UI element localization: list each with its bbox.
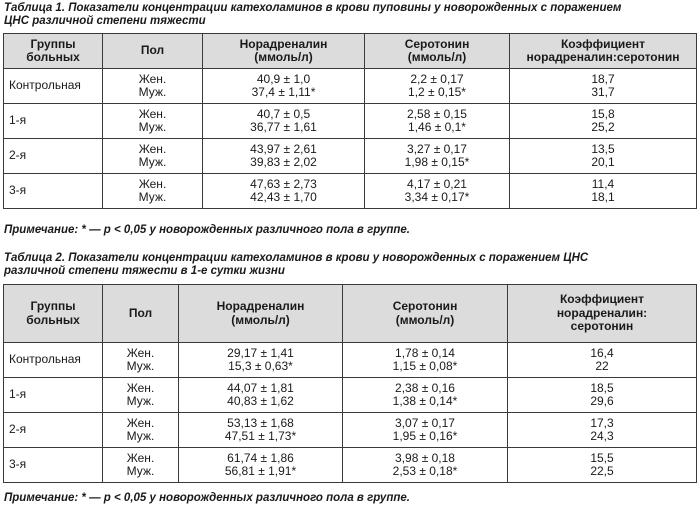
table2-header-norad-l1: Норадреналин [216, 299, 305, 313]
table1-header-coef-l2: норадреналин:серотонин [526, 50, 680, 64]
table1-header-coef-l1: Коэффициент [560, 36, 646, 51]
table1-header-sero-l1: Серотонин [404, 36, 470, 51]
table1-caption-line2: ЦНС различной степени тяжести [4, 15, 206, 27]
sero-cell [365, 139, 510, 174]
table1-header-coef [510, 34, 697, 69]
sex-cell [103, 139, 203, 174]
coef-cell [510, 139, 697, 174]
sero-female: 2,38 ± 0,16 [395, 380, 455, 395]
table2-header-group-l1: Группы [30, 299, 76, 313]
sex-female: Жен. [138, 71, 167, 86]
table1-caption-line1: Таблица 1. Показатели концентрации катехоламинов в крови пуповины у новорожденных с поражением [4, 2, 622, 14]
sero-male: 1,2 ± 0,15* [408, 85, 466, 99]
sex-cell [103, 174, 203, 209]
norad-male: 15,3 ± 0,63* [228, 359, 293, 373]
table2-header-sero-l1: Серотонин [392, 299, 458, 313]
coef-cell [508, 378, 697, 413]
sex-female: Жен. [126, 450, 155, 465]
norad-male: 40,83 ± 1,62 [227, 394, 294, 408]
group-cell: 3-я [4, 448, 103, 483]
table2-header-sero-l2: (ммоль/л) [395, 312, 455, 327]
sero-male: 1,15 ± 0,08* [392, 359, 458, 373]
group-cell: 2-я [4, 413, 103, 448]
coef-female: 16,4 [590, 345, 614, 360]
coef-female: 17,3 [590, 415, 614, 430]
table1-header-norad-l1: Норадреналин [239, 36, 328, 51]
norad-female: 47,63 ± 2,73 [250, 176, 317, 191]
sero-cell [365, 104, 510, 139]
table2-header-coef-l1: Коэффициент [559, 292, 645, 307]
sex-male: Муж. [138, 155, 167, 169]
table1-header-sex-l1: Пол [140, 43, 165, 58]
sero-female: 3,07 ± 0,17 [395, 415, 455, 430]
coef-female: 15,5 [590, 450, 614, 465]
table2-caption-line2: различной степени тяжести в 1-е сутки жизни [4, 265, 285, 277]
group-cell: Контрольная [4, 69, 103, 104]
sero-cell [343, 448, 508, 483]
norad-female: 40,7 ± 0,5 [256, 106, 311, 121]
sex-female: Жен. [126, 415, 155, 430]
table2-header-coef-l3: серотонин [570, 319, 634, 334]
group-cell: Контрольная [4, 343, 103, 378]
norad-female: 43,97 ± 2,61 [250, 141, 317, 156]
table2-header-coef-l2: норадреналин: [556, 305, 648, 320]
sero-female: 2,2 ± 0,17 [410, 71, 464, 86]
norad-cell [203, 174, 365, 209]
table2-caption-line1: Таблица 2. Показатели концентрации катехоламинов в крови у новорожденных с поражением ЦНС [4, 252, 589, 264]
sero-male: 3,34 ± 0,17* [404, 190, 470, 204]
sex-cell [103, 69, 203, 104]
coef-male: 24,3 [590, 429, 614, 443]
table1-note: Примечание: * — p < 0,05 у новорожденных различного пола в группе. [4, 224, 410, 236]
norad-female: 53,13 ± 1,68 [227, 415, 294, 430]
sero-female: 1,78 ± 0,14 [395, 345, 455, 360]
norad-female: 29,17 ± 1,41 [227, 345, 294, 360]
table1-header-norad-l2: (ммоль/л) [254, 50, 313, 64]
norad-female: 61,74 ± 1,86 [227, 450, 294, 465]
sex-male: Муж. [138, 190, 167, 204]
table-row [4, 139, 697, 174]
norad-male: 36,77 ± 1,61 [250, 120, 317, 134]
coef-male: 31,7 [591, 85, 615, 99]
table1-header-sero [365, 34, 510, 69]
table1-header-row [4, 34, 697, 69]
norad-cell [179, 343, 343, 378]
sero-female: 3,27 ± 0,17 [407, 141, 467, 156]
table2-header-row [4, 285, 697, 343]
norad-male: 56,81 ± 1,91* [224, 464, 297, 478]
coef-male: 22,5 [590, 464, 614, 478]
sex-female: Жен. [126, 380, 155, 395]
coef-female: 15,8 [591, 106, 615, 121]
table1-header-sero-l2: (ммоль/л) [407, 50, 467, 64]
sero-female: 2,58 ± 0,15 [407, 106, 467, 121]
norad-female: 44,07 ± 1,81 [227, 380, 294, 395]
sex-male: Муж. [126, 359, 155, 373]
norad-male: 42,43 ± 1,70 [250, 190, 317, 204]
coef-cell [510, 104, 697, 139]
sex-male: Муж. [126, 429, 155, 443]
table1-header-group-l2: больных [26, 50, 80, 64]
coef-male: 18,1 [591, 190, 615, 204]
sero-female: 4,17 ± 0,21 [407, 176, 467, 191]
sero-male: 2,53 ± 0,18* [392, 464, 458, 478]
table-row [4, 343, 697, 378]
table2 [3, 284, 697, 483]
coef-female: 18,5 [590, 380, 614, 395]
sex-cell [103, 378, 179, 413]
table2-header-norad [179, 285, 343, 343]
sero-female: 3,98 ± 0,18 [395, 450, 455, 465]
table1-header-group-l1: Группы [30, 36, 76, 51]
coef-male: 22 [595, 359, 609, 373]
table-row [4, 69, 697, 104]
table1 [3, 33, 697, 209]
sex-male: Муж. [126, 394, 155, 408]
table2-header-norad-l2: (ммоль/л) [231, 312, 290, 327]
group-cell: 1-я [4, 378, 103, 413]
sex-female: Жен. [138, 141, 167, 156]
sero-cell [365, 69, 510, 104]
table2-header-sero [343, 285, 508, 343]
sex-female: Жен. [138, 176, 167, 191]
norad-cell [203, 139, 365, 174]
table-row [4, 413, 697, 448]
table2-note: Примечание: * — p < 0,05 у новорожденных различного пола в группе. [4, 492, 410, 504]
table-row [4, 378, 697, 413]
sero-cell [343, 413, 508, 448]
group-cell: 1-я [4, 104, 103, 139]
coef-cell [508, 448, 697, 483]
norad-male: 39,83 ± 2,02 [250, 155, 317, 169]
sex-male: Муж. [126, 464, 155, 478]
sero-cell [343, 343, 508, 378]
table2-header-group-l2: больных [26, 312, 80, 327]
norad-cell [179, 448, 343, 483]
group-cell: 3-я [4, 174, 103, 209]
coef-cell [510, 69, 697, 104]
table2-header-sex [103, 285, 179, 343]
coef-cell [508, 343, 697, 378]
norad-cell [179, 378, 343, 413]
table-row [4, 174, 697, 209]
sero-male: 1,38 ± 0,14* [392, 394, 458, 408]
sex-cell [103, 343, 179, 378]
norad-cell [179, 413, 343, 448]
table1-caption [4, 2, 698, 28]
sex-male: Муж. [138, 120, 167, 134]
coef-male: 25,2 [591, 120, 615, 134]
sero-male: 1,95 ± 0,16* [392, 429, 458, 443]
norad-female: 40,9 ± 1,0 [256, 71, 311, 86]
table-row [4, 104, 697, 139]
table2-header-sex-l1: Пол [128, 305, 153, 320]
table-row [4, 448, 697, 483]
coef-female: 11,4 [591, 176, 615, 191]
sex-cell [103, 448, 179, 483]
sero-cell [343, 378, 508, 413]
table1-header-group [4, 34, 103, 69]
sex-female: Жен. [138, 106, 167, 121]
coef-female: 18,7 [591, 71, 615, 86]
coef-cell [510, 174, 697, 209]
norad-cell [203, 69, 365, 104]
sero-cell [365, 174, 510, 209]
table2-caption [4, 252, 698, 278]
coef-cell [508, 413, 697, 448]
sex-female: Жен. [126, 345, 155, 360]
sex-cell [103, 413, 179, 448]
sero-male: 1,98 ± 0,15* [404, 155, 470, 169]
coef-male: 20,1 [591, 155, 615, 169]
table2-header-coef [508, 285, 697, 343]
sex-cell [103, 104, 203, 139]
table1-header-sex [103, 34, 203, 69]
norad-cell [203, 104, 365, 139]
norad-male: 37,4 ± 1,11* [251, 85, 316, 99]
table1-header-norad [203, 34, 365, 69]
sero-male: 1,46 ± 0,1* [408, 120, 466, 134]
coef-female: 13,5 [591, 141, 615, 156]
table2-header-group [4, 285, 103, 343]
group-cell: 2-я [4, 139, 103, 174]
coef-male: 29,6 [590, 394, 614, 408]
norad-male: 47,51 ± 1,73* [224, 429, 297, 443]
sex-male: Муж. [138, 85, 167, 99]
